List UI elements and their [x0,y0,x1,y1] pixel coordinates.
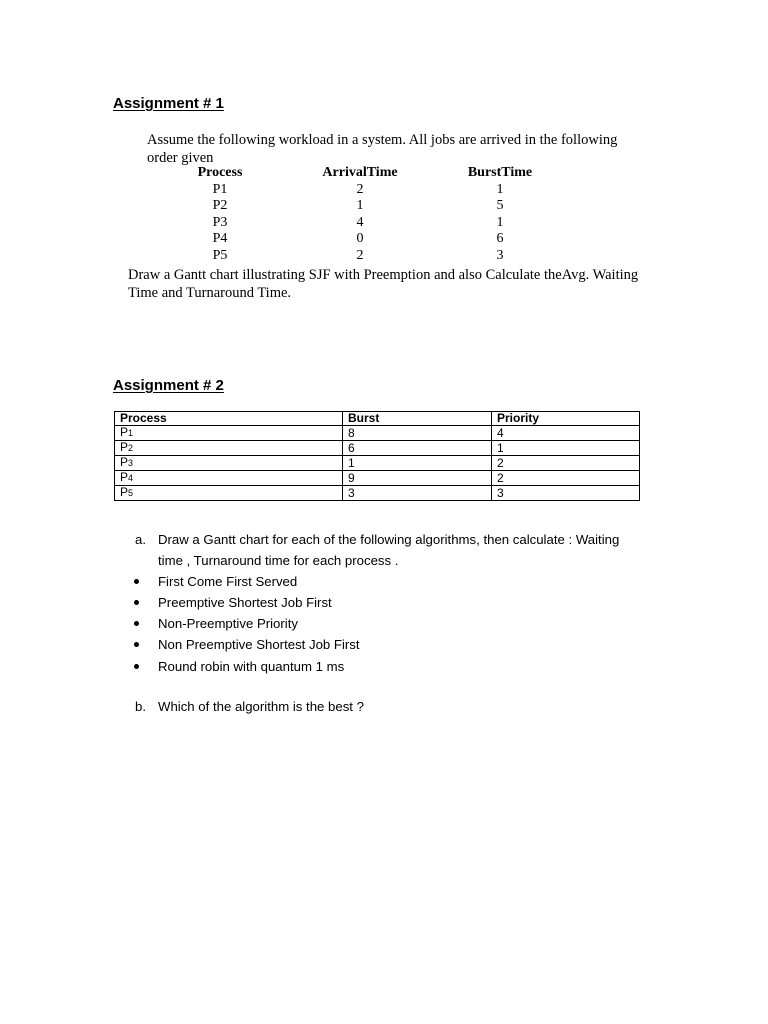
priority-header-process: Process [115,412,343,426]
priority-cell-priority: 1 [492,441,640,456]
bullet-icon [133,599,141,607]
algorithm-list-item: Round robin with quantum 1 ms [158,659,345,674]
priority-cell-process: P5 [115,486,343,501]
workload-cell-process: P1 [212,181,228,197]
priority-table-row [115,456,640,471]
workload-cell-burst: 1 [496,214,504,230]
workload-cell-burst: 5 [496,198,504,214]
workload-cell-burst: 1 [496,181,504,197]
priority-cell-priority: 3 [492,486,640,501]
task-a-marker: a. [135,532,146,547]
priority-table-row [115,441,640,456]
workload-table-row [180,198,540,215]
workload-table-row [180,231,540,248]
priority-cell-process: P3 [115,456,343,471]
workload-cell-arrival: 0 [356,231,364,247]
priority-cell-process: P4 [115,471,343,486]
workload-cell-arrival: 2 [356,247,364,263]
workload-header-process: Process [197,165,243,180]
workload-cell-arrival: 4 [356,214,364,230]
workload-cell-process: P2 [212,198,228,214]
assignment-2-title: Assignment # 2 [113,377,224,394]
priority-cell-process: P1 [115,426,343,441]
priority-table-row [115,471,640,486]
algorithm-list-item: Preemptive Shortest Job First [158,595,332,610]
workload-cell-process: P5 [212,247,228,263]
workload-header-arrival-time: ArrivalTime [322,165,398,180]
bullet-icon [133,641,141,649]
assignment-1-intro-line-1: Assume the following workload in a system. All jobs are arrived in the following [147,132,618,148]
assignment-1-title: Assignment # 1 [113,95,224,112]
priority-cell-priority: 2 [492,471,640,486]
bullet-icon [133,663,141,671]
priority-header-burst: Burst [343,412,492,426]
workload-table-row [180,215,540,232]
priority-table [114,411,640,501]
bullet-icon [133,578,141,586]
workload-cell-arrival: 1 [356,198,364,214]
priority-cell-process: P2 [115,441,343,456]
task-a-line-2: time , Turnaround time for each process . [158,553,399,568]
task-b-marker: b. [135,699,146,714]
workload-table-header-row [180,165,540,182]
workload-cell-burst: 3 [496,247,504,263]
priority-cell-burst: 6 [343,441,492,456]
priority-table-row [115,426,640,441]
workload-table-row [180,182,540,199]
workload-cell-arrival: 2 [356,181,364,197]
algorithm-list-item: Non Preemptive Shortest Job First [158,637,360,652]
algorithm-list-item: First Come First Served [158,574,298,589]
algorithm-list-item: Non-Preemptive Priority [158,616,298,631]
workload-cell-process: P4 [212,231,228,247]
priority-header-priority: Priority [492,412,640,426]
task-b-text: Which of the algorithm is the best ? [158,699,364,714]
workload-header-burst-time: BurstTime [467,165,533,180]
priority-table-row [115,486,640,501]
assignment-1-task-line-2: Time and Turnaround Time. [128,285,292,301]
priority-cell-burst: 1 [343,456,492,471]
workload-table [180,165,540,265]
priority-cell-priority: 2 [492,456,640,471]
priority-cell-burst: 3 [343,486,492,501]
priority-table-header-row [115,412,640,426]
priority-cell-burst: 9 [343,471,492,486]
workload-cell-process: P3 [212,214,228,230]
assignment-1-intro-line-2: order given [147,150,214,166]
task-a-line-1: Draw a Gantt chart for each of the following algorithms, then calculate : Waiting [158,532,620,547]
bullet-icon [133,620,141,628]
workload-table-row [180,248,540,265]
priority-cell-priority: 4 [492,426,640,441]
workload-cell-burst: 6 [496,231,504,247]
assignment-1-task-line-1: Draw a Gantt chart illustrating SJF with Preemption and also Calculate theAvg. Waiting [128,267,639,283]
priority-cell-burst: 8 [343,426,492,441]
